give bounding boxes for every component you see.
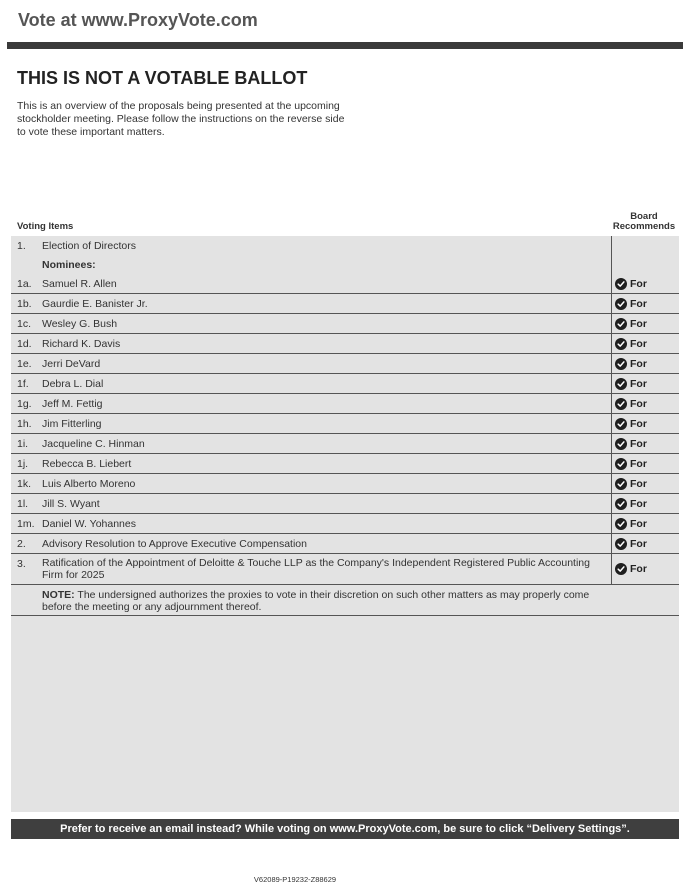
item-label: Jim Fitterling — [42, 418, 102, 430]
item-number: 1i. — [17, 438, 29, 450]
table-row — [11, 434, 679, 454]
recommendation-cell — [611, 314, 679, 333]
board-recommends-header — [609, 212, 679, 232]
recommendation-for-text: For — [630, 478, 647, 490]
check-circle-icon — [615, 318, 627, 330]
check-circle-icon — [615, 298, 627, 310]
check-circle-icon — [615, 458, 627, 470]
check-circle-icon — [615, 278, 627, 290]
item-1-election-row — [11, 236, 679, 255]
table-row — [11, 414, 679, 434]
recommendation — [615, 478, 647, 490]
recommendation-cell — [611, 255, 679, 274]
voting-items-header: Voting Items — [17, 221, 74, 232]
check-circle-icon — [615, 418, 627, 430]
note-row — [11, 585, 679, 616]
recommendation-for-text: For — [630, 298, 647, 310]
item-label: Election of Directors — [42, 240, 136, 252]
recommendation-for-text: For — [630, 378, 647, 390]
recommendation-for-text: For — [630, 278, 647, 290]
recommendation — [615, 278, 647, 290]
note-text — [42, 589, 612, 613]
recommendation — [615, 458, 647, 470]
table-row — [11, 294, 679, 314]
board-header-line1: Board — [630, 211, 658, 222]
recommendation — [615, 518, 647, 530]
recommendation-cell — [611, 374, 679, 393]
recommendation-for-text: For — [630, 318, 647, 330]
intro-text: This is an overview of the proposals being presented at the upcoming stockholder meeting. Please follow the instructions on the reverse side to vote these important matters. — [17, 100, 345, 138]
check-circle-icon — [615, 538, 627, 550]
item-label: Gaurdie E. Banister Jr. — [42, 298, 148, 310]
recommendation-cell — [611, 454, 679, 473]
item-number: 1j. — [17, 458, 29, 470]
item-label: Jerri DeVard — [42, 358, 101, 370]
check-circle-icon — [615, 563, 627, 575]
item-number: 1h. — [17, 418, 32, 430]
nominees-label: Nominees: — [42, 259, 96, 271]
recommendation — [615, 538, 647, 550]
table-row — [11, 314, 679, 334]
table-row — [11, 454, 679, 474]
recommendation — [615, 318, 647, 330]
recommendation-for-text: For — [630, 438, 647, 450]
item-label: Daniel W. Yohannes — [42, 518, 136, 530]
item-label: Advisory Resolution to Approve Executive Compensation — [42, 538, 307, 550]
recommendation-cell — [611, 434, 679, 453]
table-row — [11, 354, 679, 374]
recommendation-cell — [611, 534, 679, 553]
recommendation — [615, 298, 647, 310]
item-number: 1k. — [17, 478, 32, 490]
check-circle-icon — [615, 478, 627, 490]
item-label: Ratification of the Appointment of Deloitte & Touche LLP as the Company's Independent Registered Public Accounting Firm for 2025 — [42, 557, 590, 581]
recommendation-cell — [611, 236, 679, 255]
recommendation — [615, 378, 647, 390]
item-number: 1m. — [17, 518, 35, 530]
item-number: 1. — [17, 240, 26, 252]
item-number: 1d. — [17, 338, 32, 350]
recommendation-cell — [611, 514, 679, 533]
item-number: 1a. — [17, 278, 32, 290]
proxyvote-title: Vote at www.ProxyVote.com — [18, 10, 258, 30]
recommendation-for-text: For — [630, 358, 647, 370]
note-label: NOTE: — [42, 589, 75, 601]
item-label: Luis Alberto Moreno — [42, 478, 136, 490]
document-code: V62089-P19232-Z88629 — [253, 875, 337, 884]
table-row — [11, 334, 679, 354]
recommendation-for-text: For — [630, 418, 647, 430]
item-label: Jeff M. Fettig — [42, 398, 103, 410]
check-circle-icon — [615, 498, 627, 510]
board-header-line2: Recommends — [612, 221, 676, 232]
table-row — [11, 514, 679, 534]
check-circle-icon — [615, 438, 627, 450]
table-row — [11, 394, 679, 414]
recommendation-cell — [611, 494, 679, 513]
email-delivery-banner: Prefer to receive an email instead? While voting on www.ProxyVote.com, be sure to click “Delivery Settings”. — [11, 819, 679, 839]
recommendation — [615, 563, 647, 575]
recommendation-cell — [611, 554, 679, 584]
item-number: 1l. — [17, 498, 29, 510]
recommendation-for-text: For — [630, 563, 647, 575]
item-number: 1b. — [17, 298, 32, 310]
recommendation — [615, 338, 647, 350]
voting-items-table — [11, 236, 679, 616]
item-label: Jacqueline C. Hinman — [42, 438, 145, 450]
recommendation-for-text: For — [630, 458, 647, 470]
table-row — [11, 474, 679, 494]
item-label: Rebecca B. Liebert — [42, 458, 132, 470]
table-row — [11, 374, 679, 394]
voting-items-panel — [11, 236, 679, 812]
check-circle-icon — [615, 338, 627, 350]
recommendation-cell — [611, 414, 679, 433]
check-circle-icon — [615, 398, 627, 410]
recommendation-cell — [611, 274, 679, 293]
recommendation-for-text: For — [630, 518, 647, 530]
item-number: 1e. — [17, 358, 32, 370]
recommendation-cell — [611, 334, 679, 353]
recommendation-for-text: For — [630, 498, 647, 510]
item-number: 2. — [17, 538, 26, 550]
check-circle-icon — [615, 518, 627, 530]
note-body: The undersigned authorizes the proxies to vote in their discretion on such other matters as may properly come before the meeting or any adjournment thereof. — [42, 589, 590, 613]
ballot-heading: THIS IS NOT A VOTABLE BALLOT — [17, 68, 308, 88]
recommendation-for-text: For — [630, 398, 647, 410]
check-circle-icon — [615, 378, 627, 390]
item-number: 1f. — [17, 378, 29, 390]
check-circle-icon — [615, 358, 627, 370]
recommendation-for-text: For — [630, 538, 647, 550]
table-row — [11, 494, 679, 514]
recommendation — [615, 358, 647, 370]
item-label: Wesley G. Bush — [42, 318, 118, 330]
recommendation-cell — [611, 354, 679, 373]
recommendation-cell — [611, 294, 679, 313]
item-label: Samuel R. Allen — [42, 278, 117, 290]
nominees-row — [11, 255, 679, 274]
recommendation-cell — [611, 394, 679, 413]
recommendation-for-text: For — [630, 338, 647, 350]
item-number: 1g. — [17, 398, 32, 410]
table-row — [11, 534, 679, 554]
item-label: Richard K. Davis — [42, 338, 121, 350]
item-number: 1c. — [17, 318, 32, 330]
recommendation — [615, 398, 647, 410]
recommendation — [615, 498, 647, 510]
item-number: 3. — [17, 558, 26, 570]
recommendation — [615, 438, 647, 450]
item-label: Debra L. Dial — [42, 378, 104, 390]
recommendation — [615, 418, 647, 430]
header-divider-bar — [7, 42, 683, 49]
item-label: Jill S. Wyant — [42, 498, 100, 510]
recommendation-cell — [611, 474, 679, 493]
table-row — [11, 554, 679, 585]
table-row — [11, 274, 679, 294]
